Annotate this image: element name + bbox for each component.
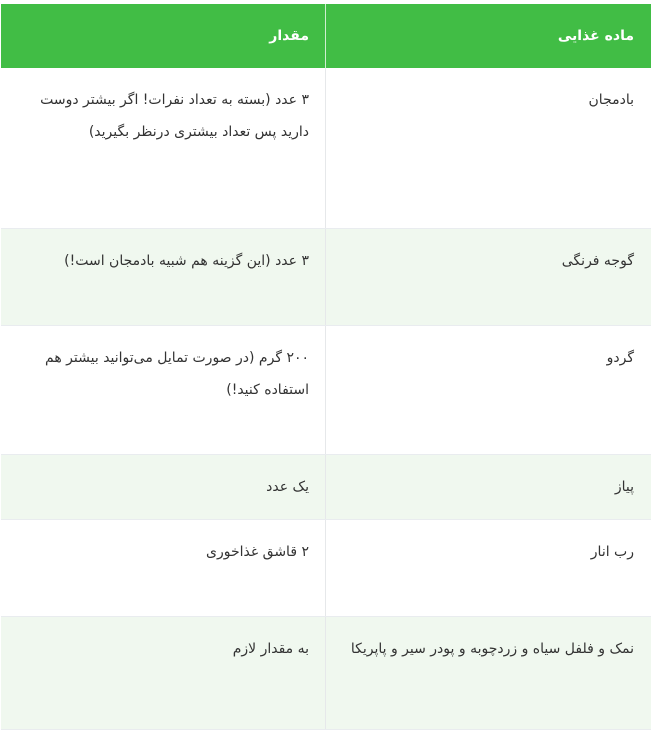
header-amount: مقدار — [1, 4, 326, 68]
ingredient-cell: پیاز — [614, 479, 634, 495]
ingredient-cell: نمک و فلفل سیاه و زردچوبه و پودر سیر و پاپریکا — [350, 641, 634, 657]
table-row — [1, 520, 651, 617]
ingredient-cell: رب انار — [590, 544, 634, 560]
table-row — [1, 229, 651, 326]
table-row — [1, 326, 651, 455]
table-row — [1, 68, 651, 229]
ingredients-table — [1, 4, 651, 730]
header-ingredient: ماده غذایی — [557, 28, 634, 44]
table-row — [1, 617, 651, 730]
ingredient-cell: گردو — [606, 350, 634, 366]
ingredient-cell: بادمجان — [588, 92, 634, 108]
amount-cell: ۲۰۰ گرم (در صورت تمایل می‌توانید بیشتر هم استفاده کنید!) — [1, 326, 326, 454]
amount-cell: ۳ عدد (این گزینه هم شبیه بادمجان است!) — [1, 229, 326, 325]
amount-cell: به مقدار لازم — [1, 617, 326, 729]
amount-cell: ۳ عدد (بسته به تعداد نفرات! اگر بیشتر دوست دارید پس تعداد بیشتری درنظر بگیرید) — [1, 68, 326, 228]
amount-cell: یک عدد — [1, 455, 326, 519]
amount-cell: ۲ قاشق غذاخوری — [1, 520, 326, 616]
ingredient-cell: گوجه فرنگی — [561, 253, 634, 269]
table-row — [1, 455, 651, 520]
table-header-row — [1, 4, 651, 68]
